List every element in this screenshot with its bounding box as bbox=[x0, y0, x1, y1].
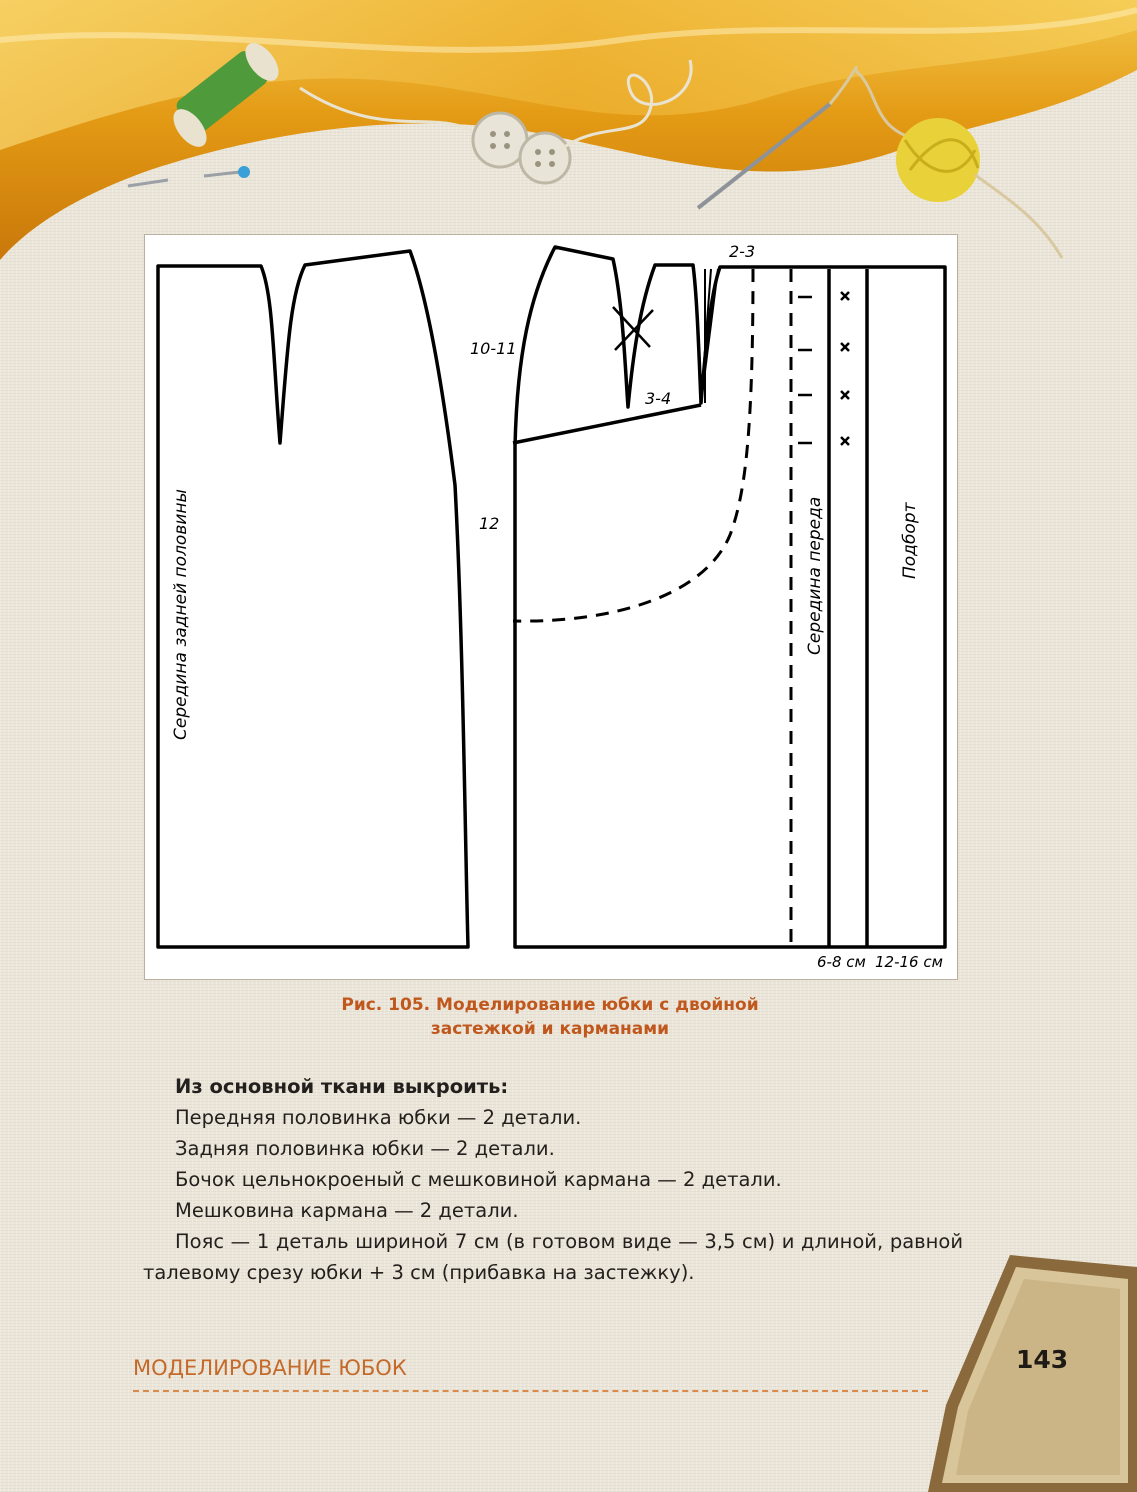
caption-line-1: Рис. 105. Моделирование юбки с двойной bbox=[341, 995, 759, 1015]
list-item: Пояс — 1 деталь шириной 7 см (в готовом виде — 3,5 см) и длиной, равной талевому срезу юбки + 3 см (прибавка на застежку). bbox=[143, 1230, 963, 1284]
list-item: Бочок цельнокроеный с мешковиной кармана — 2 детали. bbox=[175, 1168, 782, 1191]
label-facing: Подборт bbox=[900, 502, 920, 579]
label-10-11: 10-11 bbox=[470, 339, 517, 358]
label-2-3: 2-3 bbox=[729, 242, 756, 261]
label-front-center: Середина переда bbox=[805, 496, 825, 655]
list-item: Задняя половинка юбки — 2 детали. bbox=[175, 1137, 555, 1160]
label-12: 12 bbox=[479, 514, 500, 533]
header-decoration bbox=[0, 0, 1137, 260]
label-width-12-16: 12-16 см bbox=[875, 953, 943, 971]
figure-caption bbox=[200, 993, 900, 1041]
button-marks bbox=[841, 292, 849, 445]
label-3-4: 3-4 bbox=[645, 389, 672, 408]
skirt-pattern-drawing bbox=[145, 235, 959, 981]
pocket-bag-dashed bbox=[513, 269, 753, 621]
front-half-outline bbox=[515, 247, 945, 947]
footer-divider bbox=[133, 1390, 928, 1392]
cutting-list bbox=[143, 1071, 963, 1288]
list-item: Передняя половинка юбки — 2 детали. bbox=[175, 1106, 582, 1129]
label-back-center: Середина задней половины bbox=[171, 489, 191, 740]
list-item: Мешковина кармана — 2 детали. bbox=[175, 1199, 519, 1222]
pocket-line bbox=[513, 405, 701, 443]
back-half-outline bbox=[158, 251, 468, 947]
label-width-6-8: 6-8 см bbox=[817, 953, 866, 971]
pattern-figure bbox=[144, 234, 958, 980]
section-title: МОДЕЛИРОВАНИЕ ЮБОК bbox=[133, 1356, 407, 1380]
caption-line-2: застежкой и карманами bbox=[430, 1019, 670, 1039]
page-number: 143 bbox=[1016, 1345, 1069, 1374]
cutting-list-heading: Из основной ткани выкроить: bbox=[175, 1075, 509, 1098]
